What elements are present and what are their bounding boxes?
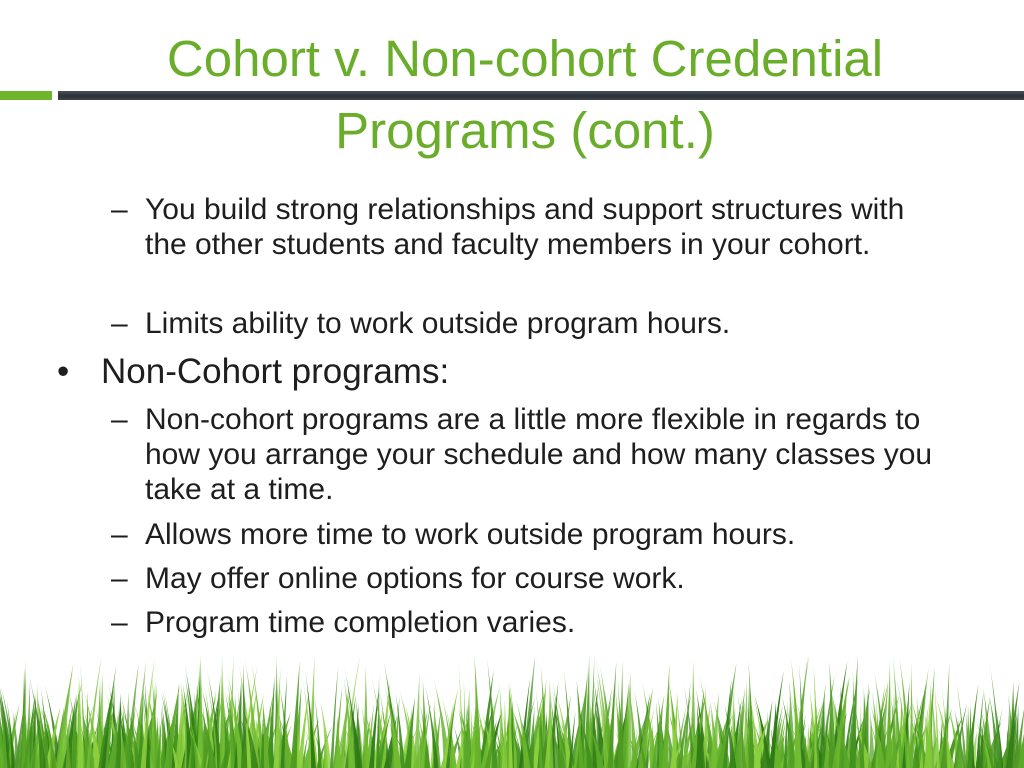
grass-border-image (0, 640, 1024, 768)
non-cohort-point-1: Non-cohort programs are a little more flexible in regards to how you arrange your schedule and how many classes you take at a time. (145, 403, 933, 506)
list-item (57, 352, 957, 392)
slide-title-line-1: Cohort v. Non-cohort Credential (166, 30, 884, 87)
list-item (111, 561, 951, 596)
dash-bullet-icon: – (111, 562, 128, 595)
list-item (111, 402, 951, 507)
list-item (111, 517, 951, 552)
non-cohort-point-2: Allows more time to work outside program hours. (145, 518, 796, 551)
round-bullet-icon: • (57, 352, 70, 391)
list-item (111, 192, 951, 262)
dash-bullet-icon: – (111, 518, 128, 551)
cohort-point-2: Limits ability to work outside program hours. (145, 307, 731, 340)
slide-title-line-2: Programs (cont.) (335, 102, 715, 159)
non-cohort-heading: Non-Cohort programs: (101, 352, 450, 391)
non-cohort-point-3: May offer online options for course work. (145, 562, 685, 595)
dash-bullet-icon: – (111, 403, 128, 436)
dash-bullet-icon: – (111, 606, 128, 639)
dash-bullet-icon: – (111, 307, 128, 340)
list-item (111, 605, 951, 640)
dash-bullet-icon: – (111, 193, 128, 226)
non-cohort-point-4: Program time completion varies. (145, 606, 576, 639)
cohort-point-1: You build strong relationships and support structures with the other students and faculty members in your cohort. (145, 193, 905, 261)
list-item (111, 306, 951, 341)
